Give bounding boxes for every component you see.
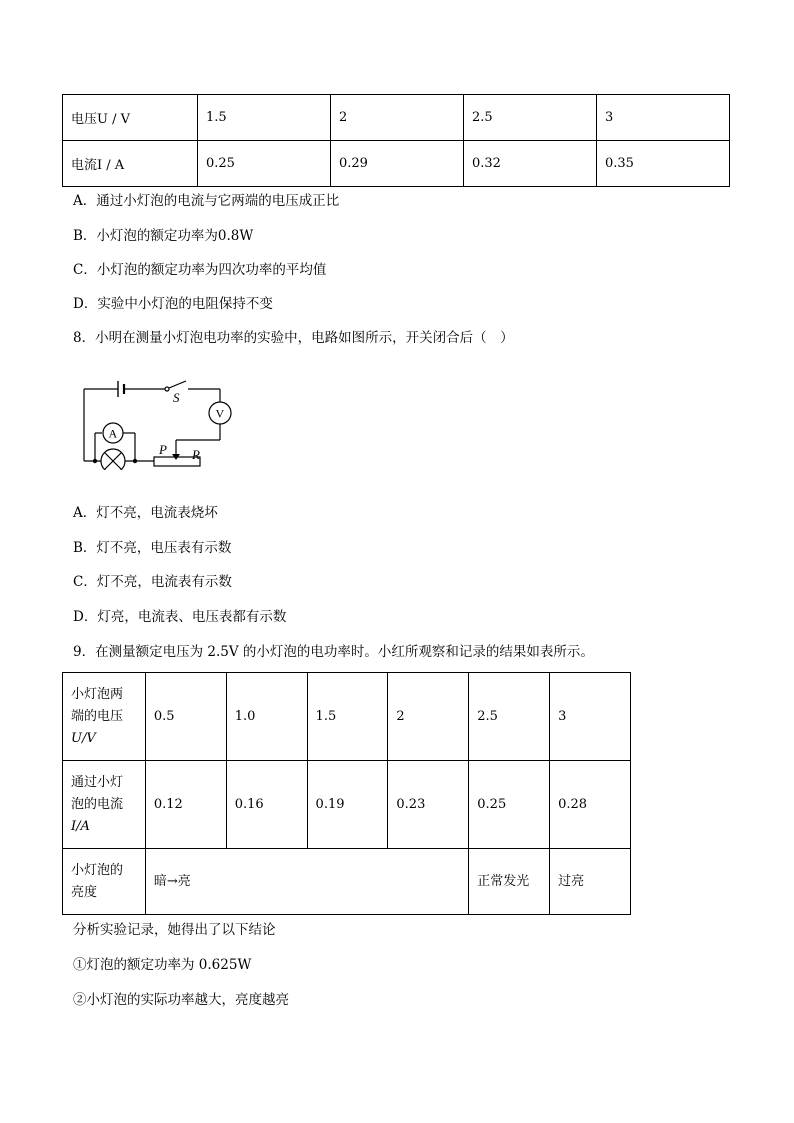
table-cell: 1.5 [198, 95, 331, 141]
table-cell: 0.35 [597, 141, 730, 187]
voltage-current-table [62, 94, 730, 187]
q8-option-b: B．灯不亮，电压表有示数 [73, 540, 232, 556]
q9-conclusion-2: ②小灯泡的实际功率越大，亮度越亮 [73, 992, 289, 1008]
table-cell: 过亮 [550, 849, 631, 915]
table-header-cell [63, 849, 146, 915]
table-cell: 1.5 [307, 673, 388, 761]
table-cell: 0.5 [145, 673, 226, 761]
table-cell: 正常发光 [469, 849, 550, 915]
table-cell: 3 [550, 673, 631, 761]
q7-option-a: A．通过小灯泡的电流与它两端的电压成正比 [73, 193, 340, 209]
table-cell: 0.32 [464, 141, 597, 187]
table-cell: 0.28 [550, 761, 631, 849]
slider-label: P [159, 442, 167, 457]
q8-option-d: D．灯亮，电流表、电压表都有示数 [73, 609, 287, 625]
circuit-diagram [70, 372, 245, 470]
table-header-cell [63, 673, 146, 761]
table-header-cell [63, 761, 146, 849]
header-line: 亮度 [71, 884, 98, 900]
table-cell: 2.5 [469, 673, 550, 761]
table-header-cell: 电流I / A [63, 141, 198, 187]
table-row [63, 95, 730, 141]
table-cell: 1.0 [226, 673, 307, 761]
table-cell: 2 [388, 673, 469, 761]
q7-option-b: B．小灯泡的额定功率为0.8W [73, 228, 254, 244]
table-cell: 0.25 [469, 761, 550, 849]
table-cell: 0.23 [388, 761, 469, 849]
header-line: 泡的电流 [71, 796, 124, 812]
table-row [63, 141, 730, 187]
table-header-cell: 电压U / V [63, 95, 198, 141]
header-line: 通过小灯 [71, 774, 124, 790]
table-cell: 3 [597, 95, 730, 141]
rheostat-label: R [192, 447, 200, 462]
table-cell: 0.12 [145, 761, 226, 849]
header-line: 小灯泡的 [71, 862, 124, 878]
table-row [63, 673, 631, 761]
header-line: I/A [71, 818, 90, 834]
table-cell: 2.5 [464, 95, 597, 141]
table-cell: 0.25 [198, 141, 331, 187]
table-cell: 0.16 [226, 761, 307, 849]
brightness-table [62, 672, 631, 915]
q7-option-c: C．小灯泡的额定功率为四次功率的平均值 [73, 262, 327, 278]
table-row [63, 849, 631, 915]
table-cell: 暗→亮 [145, 849, 468, 915]
q8-option-a: A．灯不亮，电流表烧坏 [73, 505, 218, 521]
q8-option-c: C．灯不亮，电流表有示数 [73, 574, 232, 590]
q7-option-d: D．实验中小灯泡的电阻保持不变 [73, 296, 273, 312]
q9-stem: 9．在测量额定电压为 2.5V 的小灯泡的电功率时。小红所观察和记录的结果如表所示。 [73, 644, 594, 660]
table-cell: 0.29 [331, 141, 464, 187]
header-line: 端的电压 [71, 708, 124, 724]
ammeter-label: A [108, 426, 118, 441]
q9-analysis: 分析实验记录，她得出了以下结论 [73, 922, 276, 938]
q9-conclusion-1: ①灯泡的额定功率为 0.625W [73, 957, 252, 973]
header-line: 小灯泡两 [71, 686, 124, 702]
q8-stem: 8．小明在测量小灯泡电功率的实验中，电路如图所示，开关闭合后（ ） [73, 330, 514, 346]
switch-label: S [173, 390, 180, 405]
table-cell: 2 [331, 95, 464, 141]
header-line: U/V [71, 730, 96, 746]
table-row [63, 761, 631, 849]
table-cell: 0.19 [307, 761, 388, 849]
voltmeter-label: V [215, 406, 225, 421]
